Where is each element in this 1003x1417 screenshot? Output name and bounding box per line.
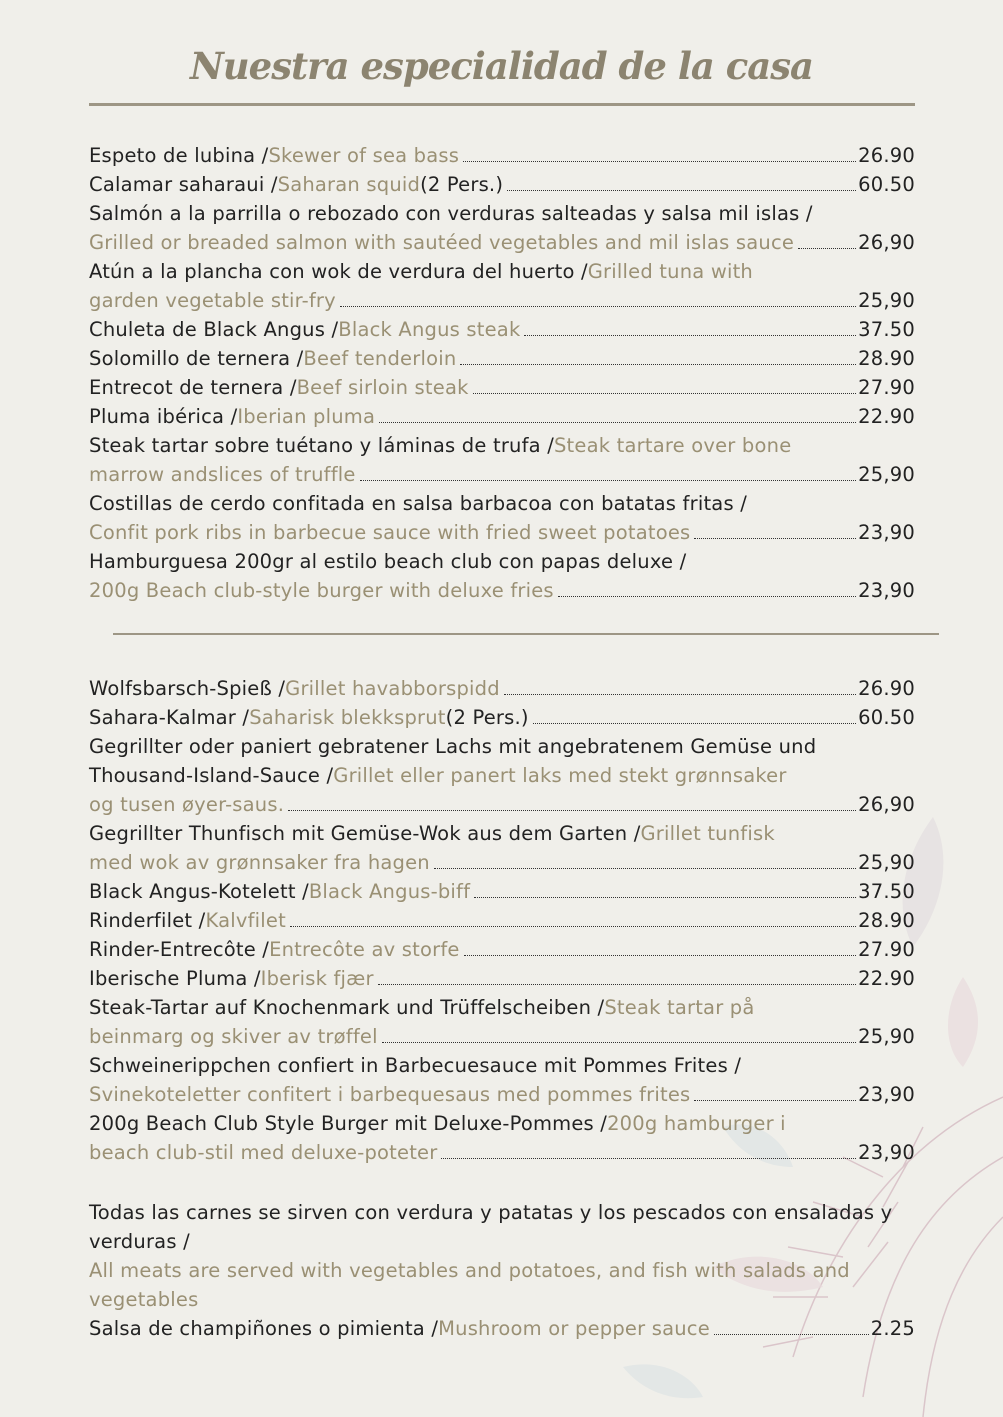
item-price: 23,90 [858, 579, 915, 602]
item-name-local: Entrecot de ternera / [89, 376, 297, 399]
item-price: 37.50 [858, 880, 915, 903]
menu-item-line [89, 286, 915, 315]
leader-dots [798, 248, 856, 249]
item-name-translation: Saharisk blekksprut [249, 706, 446, 729]
item-price: 26.90 [858, 144, 915, 167]
item-price: 26,90 [858, 231, 915, 254]
item-name-translation: Beef tenderloin [303, 347, 457, 370]
menu-item-line [89, 257, 915, 286]
leader-dots [524, 335, 856, 336]
menu-item-line [89, 1138, 915, 1167]
menu-item [89, 819, 915, 877]
item-name-local: Black Angus-Kotelett / [89, 880, 309, 903]
leader-dots [558, 596, 856, 597]
menu-item [89, 906, 915, 935]
item-name-local: Gegrillter Thunfisch mit Gemüse-Wok aus dem Garten / [89, 822, 641, 845]
item-name-local: Hamburguesa 200gr al estilo beach club con papas deluxe / [89, 550, 687, 573]
item-price: 60.50 [858, 173, 915, 196]
item-price: 25,90 [858, 463, 915, 486]
menu-item [89, 547, 915, 605]
item-name-local: Rinder-Entrecôte / [89, 938, 270, 961]
leader-dots [694, 538, 856, 539]
item-name-translation: Grillet havabborspidd [285, 677, 500, 700]
menu-item-line [89, 228, 915, 257]
item-name-translation: Skewer of sea bass [268, 144, 460, 167]
item-name-translation: beach club-stil med deluxe-poteter [89, 1141, 438, 1164]
item-price: 28.90 [858, 909, 915, 932]
item-name-translation: og tusen øyer-saus. [89, 793, 285, 816]
item-name-translation: Saharan squid [277, 173, 421, 196]
item-name-translation: Black Angus-biff [308, 880, 471, 903]
menu-item-line [89, 819, 915, 848]
item-name-translation: Iberisk fjær [260, 967, 374, 990]
item-name-local: Salmón a la parrilla o rebozado con verduras salteadas y salsa mil islas / [89, 202, 813, 225]
menu-item [89, 877, 915, 906]
item-price: 23,90 [858, 521, 915, 544]
menu-item-line [89, 1109, 915, 1138]
item-name-translation: marrow andslices of truffle [89, 463, 356, 486]
menu-item-line [89, 315, 915, 344]
menu-item [89, 373, 915, 402]
sauce-name-es: Salsa de champiñones o pimienta / [89, 1317, 439, 1340]
item-name-translation: Black Angus steak [338, 318, 521, 341]
leader-dots [441, 1158, 856, 1159]
note-en-line-2: vegetables [89, 1288, 199, 1311]
item-name-local: Iberische Pluma / [89, 967, 261, 990]
leader-dots [340, 306, 856, 307]
menu-item-line [89, 761, 915, 790]
menu-item [89, 344, 915, 373]
menu-item-line [89, 703, 915, 732]
item-price: 23,90 [858, 1141, 915, 1164]
sauce-item [89, 1314, 915, 1343]
item-name-local: Calamar saharaui / [89, 173, 278, 196]
item-name-translation: Grillet eller panert laks med stekt grønnsaker [333, 764, 787, 787]
item-name-translation: 200g hamburger i [607, 1112, 786, 1135]
item-name-local: Sahara-Kalmar / [89, 706, 250, 729]
item-name-translation: Steak tartare over bone [553, 434, 792, 457]
item-name-local: Thousand-Island-Sauce / [89, 764, 334, 787]
menu-section-spanish [89, 141, 915, 605]
leader-dots [474, 897, 856, 898]
leader-dots [360, 480, 857, 481]
item-name-translation: Iberian pluma [237, 405, 376, 428]
item-price: 37.50 [858, 318, 915, 341]
menu-item-line [89, 170, 915, 199]
item-name-translation: Steak tartar på [604, 996, 755, 1019]
menu-item-line [89, 431, 915, 460]
menu-item [89, 170, 915, 199]
menu-item [89, 674, 915, 703]
menu-item-line [89, 790, 915, 819]
section-divider [113, 633, 939, 635]
menu-item-line [89, 489, 915, 518]
item-price: 22.90 [858, 405, 915, 428]
item-name-local: Pluma ibérica / [89, 405, 238, 428]
menu-item-line [89, 547, 915, 576]
menu-item [89, 199, 915, 257]
menu-item [89, 402, 915, 431]
item-name-translation: garden vegetable stir-fry [89, 289, 336, 312]
menu-item-line [89, 344, 915, 373]
menu-item-line [89, 1022, 915, 1051]
leader-dots [464, 955, 857, 956]
item-price: 60.50 [858, 706, 915, 729]
item-name-translation: Entrecôte av storfe [269, 938, 460, 961]
item-price: 26,90 [858, 793, 915, 816]
item-name-translation: med wok av grønnsaker fra hagen [89, 851, 430, 874]
menu-item-line [89, 848, 915, 877]
leader-dots [473, 393, 857, 394]
menu-item [89, 703, 915, 732]
menu-item-line [89, 460, 915, 489]
menu-item-line [89, 906, 915, 935]
leader-dots [504, 694, 856, 695]
item-portion: (2 Pers.) [445, 706, 529, 729]
item-portion: (2 Pers.) [420, 173, 504, 196]
sauce-price: 2.25 [870, 1317, 915, 1340]
leader-dots [434, 868, 856, 869]
title-divider [89, 103, 915, 106]
menu-item-line [89, 732, 915, 761]
menu-item-line [89, 373, 915, 402]
item-name-local: Steak-Tartar auf Knochenmark und Trüffelscheiben / [89, 996, 605, 1019]
item-name-local: Espeto de lubina / [89, 144, 269, 167]
leader-dots [714, 1334, 869, 1335]
item-name-local: Chuleta de Black Angus / [89, 318, 339, 341]
item-name-translation: Confit pork ribs in barbecue sauce with fried sweet potatoes [89, 521, 691, 544]
leader-dots [290, 926, 856, 927]
leader-dots [694, 1100, 856, 1101]
menu-item [89, 315, 915, 344]
menu-item-line [89, 674, 915, 703]
leader-dots [507, 190, 856, 191]
item-name-local: 200g Beach Club Style Burger mit Deluxe-Pommes / [89, 1112, 608, 1135]
serving-note [89, 1198, 929, 1343]
menu-item-line [89, 877, 915, 906]
item-price: 23,90 [858, 1083, 915, 1106]
leader-dots [378, 984, 856, 985]
menu-item-line [89, 141, 915, 170]
item-price: 22.90 [858, 967, 915, 990]
item-name-local: Costillas de cerdo confitada en salsa barbacoa con batatas fritas / [89, 492, 747, 515]
menu-item-line [89, 993, 915, 1022]
menu-item [89, 993, 915, 1051]
menu-item-line [89, 576, 915, 605]
item-price: 26.90 [858, 677, 915, 700]
menu-item [89, 257, 915, 315]
sauce-name-en: Mushroom or pepper sauce [438, 1317, 710, 1340]
menu-item [89, 489, 915, 547]
item-name-translation: Grilled or breaded salmon with sautéed vegetables and mil islas sauce [89, 231, 795, 254]
item-name-local: Solomillo de ternera / [89, 347, 304, 370]
item-name-translation: 200g Beach club-style burger with deluxe fries [89, 579, 554, 602]
item-name-translation: Grillet tunfisk [640, 822, 775, 845]
menu-item [89, 935, 915, 964]
menu-item [89, 732, 915, 819]
leader-dots [382, 1042, 856, 1043]
menu-item-line [89, 199, 915, 228]
menu-item-line [89, 1051, 915, 1080]
item-name-local: Gegrillter oder paniert gebratener Lachs mit angebratenem Gemüse und [89, 735, 817, 758]
page-title: Nuestra especialidad de la casa [189, 44, 814, 88]
menu-item-line [89, 935, 915, 964]
menu-item-line [89, 1080, 915, 1109]
leader-dots [460, 364, 856, 365]
item-name-local: Rinderfilet / [89, 909, 206, 932]
item-name-local: Schweinerippchen confiert in Barbecuesauce mit Pommes Frites / [89, 1054, 742, 1077]
menu-item-line [89, 964, 915, 993]
menu-item [89, 141, 915, 170]
leader-dots [379, 422, 856, 423]
item-price: 27.90 [858, 376, 915, 399]
item-price: 25,90 [858, 289, 915, 312]
item-price: 25,90 [858, 851, 915, 874]
item-name-translation: Svinekoteletter confitert i barbequesaus med pommes frites [89, 1083, 691, 1106]
note-es-line-1: Todas las carnes se sirven con verdura y patatas y los pescados con ensaladas y [89, 1201, 893, 1224]
note-en-line-1: All meats are served with vegetables and potatoes, and fish with salads and [89, 1259, 850, 1282]
leader-dots [288, 810, 856, 811]
item-name-translation: Grilled tuna with [587, 260, 753, 283]
item-price: 28.90 [858, 347, 915, 370]
item-name-local: Wolfsbarsch-Spieß / [89, 677, 286, 700]
menu-item-line [89, 518, 915, 547]
leader-dots [533, 723, 856, 724]
leader-dots [463, 161, 856, 162]
item-name-translation: beinmarg og skiver av trøffel [89, 1025, 378, 1048]
menu-item [89, 1051, 915, 1109]
item-price: 25,90 [858, 1025, 915, 1048]
item-price: 27.90 [858, 938, 915, 961]
menu-item [89, 431, 915, 489]
item-name-local: Steak tartar sobre tuétano y láminas de trufa / [89, 434, 554, 457]
menu-item [89, 964, 915, 993]
note-es-line-2: verduras / [89, 1230, 190, 1253]
item-name-translation: Beef sirloin steak [296, 376, 469, 399]
menu-section-german [89, 674, 915, 1167]
menu-item [89, 1109, 915, 1167]
menu-item-line [89, 402, 915, 431]
item-name-translation: Kalvfilet [205, 909, 286, 932]
item-name-local: Atún a la plancha con wok de verdura del huerto / [89, 260, 588, 283]
